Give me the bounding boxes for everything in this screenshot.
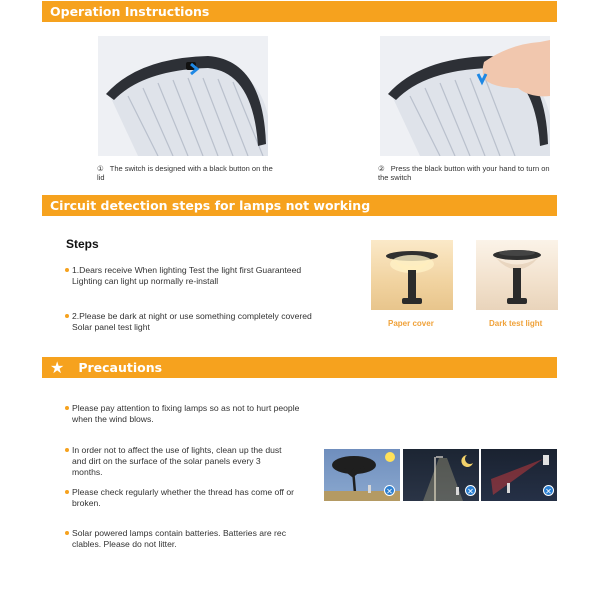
operation-caption-2 <box>378 164 558 182</box>
dot-icon <box>65 490 69 494</box>
hand-press-illustration <box>380 36 550 156</box>
step-text: 2.Please be dark at night or use something completely covered Solar panel test light <box>72 311 312 332</box>
precaution-text: Please check regularly whether the thread has come off or broken. <box>72 487 294 508</box>
dot-icon <box>65 448 69 452</box>
dot-icon <box>65 531 69 535</box>
security-light-scene <box>481 449 557 501</box>
circuit-detection-title: Circuit detection steps for lamps not working <box>50 198 371 213</box>
caption-number: ② <box>378 164 385 173</box>
steps-heading: Steps <box>66 237 99 251</box>
operation-instructions-title: Operation Instructions <box>50 4 210 19</box>
dot-icon <box>65 406 69 410</box>
x-circle-icon: ✕ <box>384 485 395 496</box>
step-item <box>72 265 312 287</box>
lit-lamp-illustration <box>371 240 453 310</box>
precaution-text: In order not to affect the use of lights, clean up the dust and dirt on the surface of the solar panels every 3 months. <box>72 445 282 477</box>
star-icon: ★ <box>50 357 65 377</box>
lamp-lid-illustration <box>98 36 268 156</box>
caption-text: The switch is designed with a black button on the lid <box>97 164 273 182</box>
circuit-detection-header <box>42 195 557 216</box>
caption-number: ① <box>97 164 104 173</box>
precautions-header <box>42 357 557 378</box>
caption-text: Press the black button with your hand to turn on the switch <box>378 164 550 182</box>
step-text: 1.Dears receive When lighting Test the light first Guaranteed Lighting can light up normally re-install <box>72 265 302 286</box>
press-button-photo <box>380 36 550 156</box>
precaution-item <box>72 445 282 478</box>
step-item <box>72 311 312 333</box>
tree-sunlight-scene <box>324 449 400 501</box>
dark-test-label: Dark test light <box>489 319 543 328</box>
paper-cover-label: Paper cover <box>388 319 434 328</box>
x-circle-icon: ✕ <box>465 485 476 496</box>
x-circle-icon: ✕ <box>543 485 554 496</box>
precaution-text: Please pay attention to fixing lamps so as not to hurt people when the wind blows. <box>72 403 300 424</box>
precaution-item <box>72 403 312 425</box>
precautions-title: Precautions <box>78 360 163 375</box>
street-light-scene <box>403 449 479 501</box>
paper-cover-lamp-photo <box>371 240 453 310</box>
precaution-item <box>72 487 312 509</box>
operation-instructions-header <box>42 1 557 22</box>
dark-test-lamp-photo <box>476 240 558 310</box>
dot-icon <box>65 314 69 318</box>
unlit-lamp-illustration <box>476 240 558 310</box>
precaution-text: Solar powered lamps contain batteries. Batteries are rec clables. Please do not litter. <box>72 528 286 549</box>
dot-icon <box>65 268 69 272</box>
precaution-item <box>72 528 312 550</box>
lid-switch-photo <box>98 36 268 156</box>
operation-caption-1 <box>97 164 277 182</box>
